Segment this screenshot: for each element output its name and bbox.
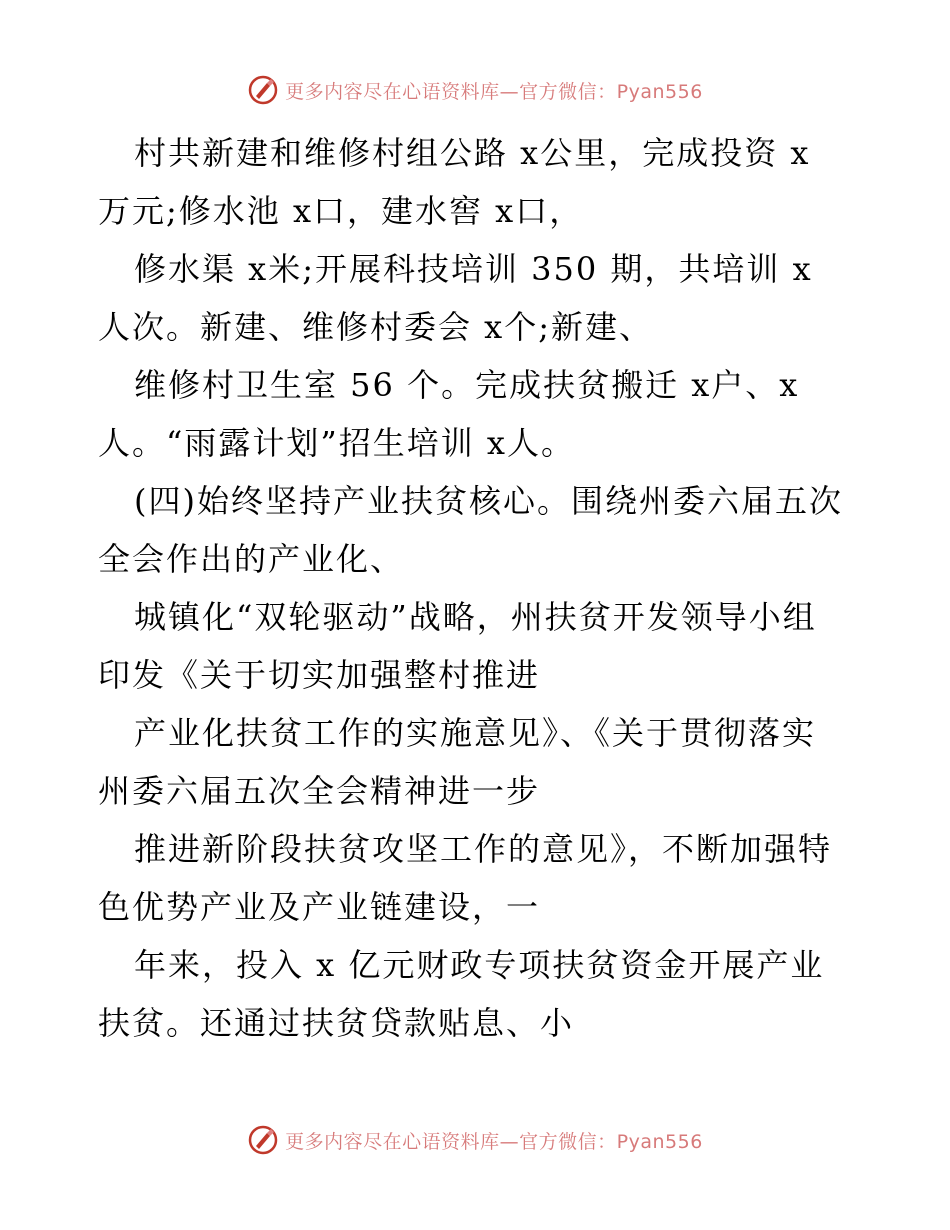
text-line: 城镇化“双轮驱动”战略，州扶贫开发领导小组 xyxy=(134,598,817,636)
watermark-footer xyxy=(0,1120,950,1160)
text-line: 色优势产业及产业链建设，一 xyxy=(98,888,541,926)
watermark-header xyxy=(0,70,950,110)
text-line: 村共新建和维修村组公路 x公里，完成投资 x xyxy=(134,134,811,172)
watermark-text: 更多内容尽在心语资料库— xyxy=(285,1130,520,1153)
text-line: 年来，投入 x 亿元财政专项扶贫资金开展产业 xyxy=(134,946,825,984)
text-line: 扶贫。还通过扶贫贷款贴息、小 xyxy=(98,1004,575,1042)
text-line: 人。“雨露计划”招生培训 x人。 xyxy=(98,424,575,462)
watermark-logo-icon xyxy=(247,74,279,106)
text-line: 修水渠 x米;开展科技培训 350 期，共培训 x xyxy=(134,250,813,288)
text-line: 人次。新建、维修村委会 x个;新建、 xyxy=(98,308,654,346)
text-line: 产业化扶贫工作的实施意见》、《关于贯彻落实 xyxy=(134,714,817,752)
text-line: (四)始终坚持产业扶贫核心。围绕州委六届五次 xyxy=(134,482,843,520)
watermark-contact: 官方微信：Pyan556 xyxy=(519,80,703,103)
text-line: 州委六届五次全会精神进一步 xyxy=(98,772,541,810)
text-line: 全会作出的产业化、 xyxy=(98,540,405,578)
watermark-logo-icon xyxy=(247,1124,279,1156)
text-line: 维修村卫生室 56 个。完成扶贫搬迁 x户、x xyxy=(134,366,800,404)
document-body xyxy=(98,124,858,1052)
text-line: 推进新阶段扶贫攻坚工作的意见》，不断加强特 xyxy=(134,830,833,868)
watermark-contact: 官方微信：Pyan556 xyxy=(519,1130,703,1153)
text-line: 万元;修水池 x口，建水窖 x口， xyxy=(98,192,584,230)
text-line: 印发《关于切实加强整村推进 xyxy=(98,656,541,694)
watermark-text: 更多内容尽在心语资料库— xyxy=(285,80,520,103)
